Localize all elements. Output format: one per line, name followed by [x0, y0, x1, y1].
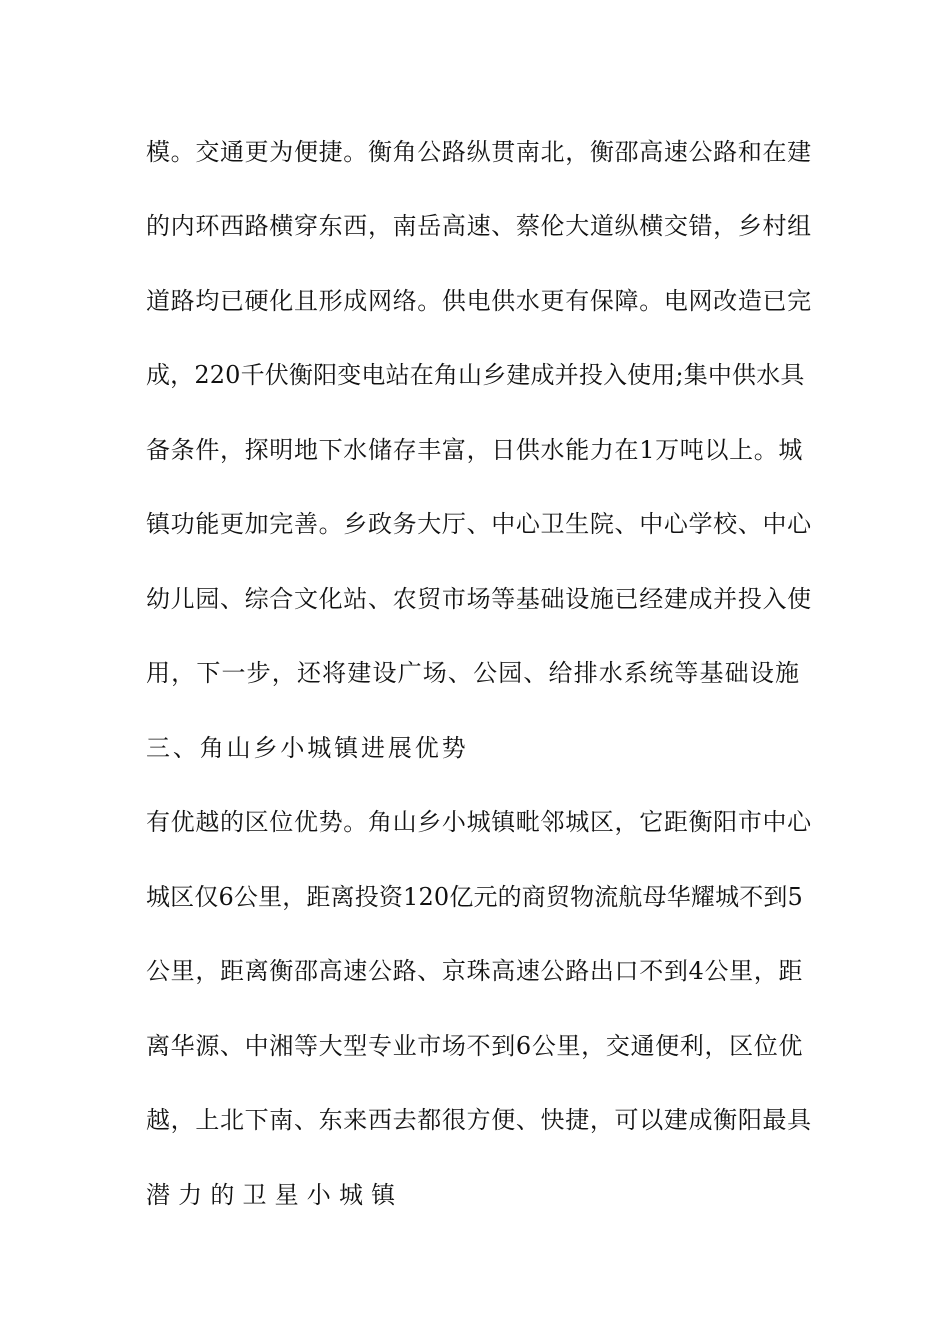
text-line: 公里，距离衡邵高速公路、京珠高速公路出口不到4公里，距 [146, 957, 804, 985]
section-heading: 三、角山乡小城镇进展优势 [146, 734, 469, 762]
text-line: 离华源、中湘等大型专业市场不到6公里，交通便利，区位优 [146, 1032, 804, 1060]
text-line: 道路均已硬化且形成网络。供电供水更有保障。电网改造已完 [146, 287, 812, 315]
text-line: 备条件，探明地下水储存丰富，日供水能力在1万吨以上。城 [146, 436, 804, 464]
text-line: 模。交通更为便捷。衡角公路纵贯南北，衡邵高速公路和在建 [146, 138, 812, 166]
text-line: 的内环西路横穿东西，南岳高速、蔡伦大道纵横交错，乡村组 [146, 212, 812, 240]
text-line: 城区仅6公里，距离投资120亿元的商贸物流航母华耀城不到5 [146, 883, 803, 911]
text-line: 有优越的区位优势。角山乡小城镇毗邻城区，它距衡阳市中心 [146, 808, 812, 836]
text-line: 用，下一步，还将建设广场、公园、给排水系统等基础设施 [146, 659, 801, 687]
text-line: 越，上北下南、东来西去都很方便、快捷，可以建成衡阳最具 [146, 1106, 812, 1134]
text-line: 幼儿园、综合文化站、农贸市场等基础设施已经建成并投入使 [146, 585, 812, 613]
text-line: 成，220千伏衡阳变电站在角山乡建成并投入使用;集中供水具 [146, 361, 805, 389]
text-line: 潜力的卫星小城镇 [146, 1181, 404, 1209]
text-line: 镇功能更加完善。乡政务大厅、中心卫生院、中心学校、中心 [146, 510, 812, 538]
